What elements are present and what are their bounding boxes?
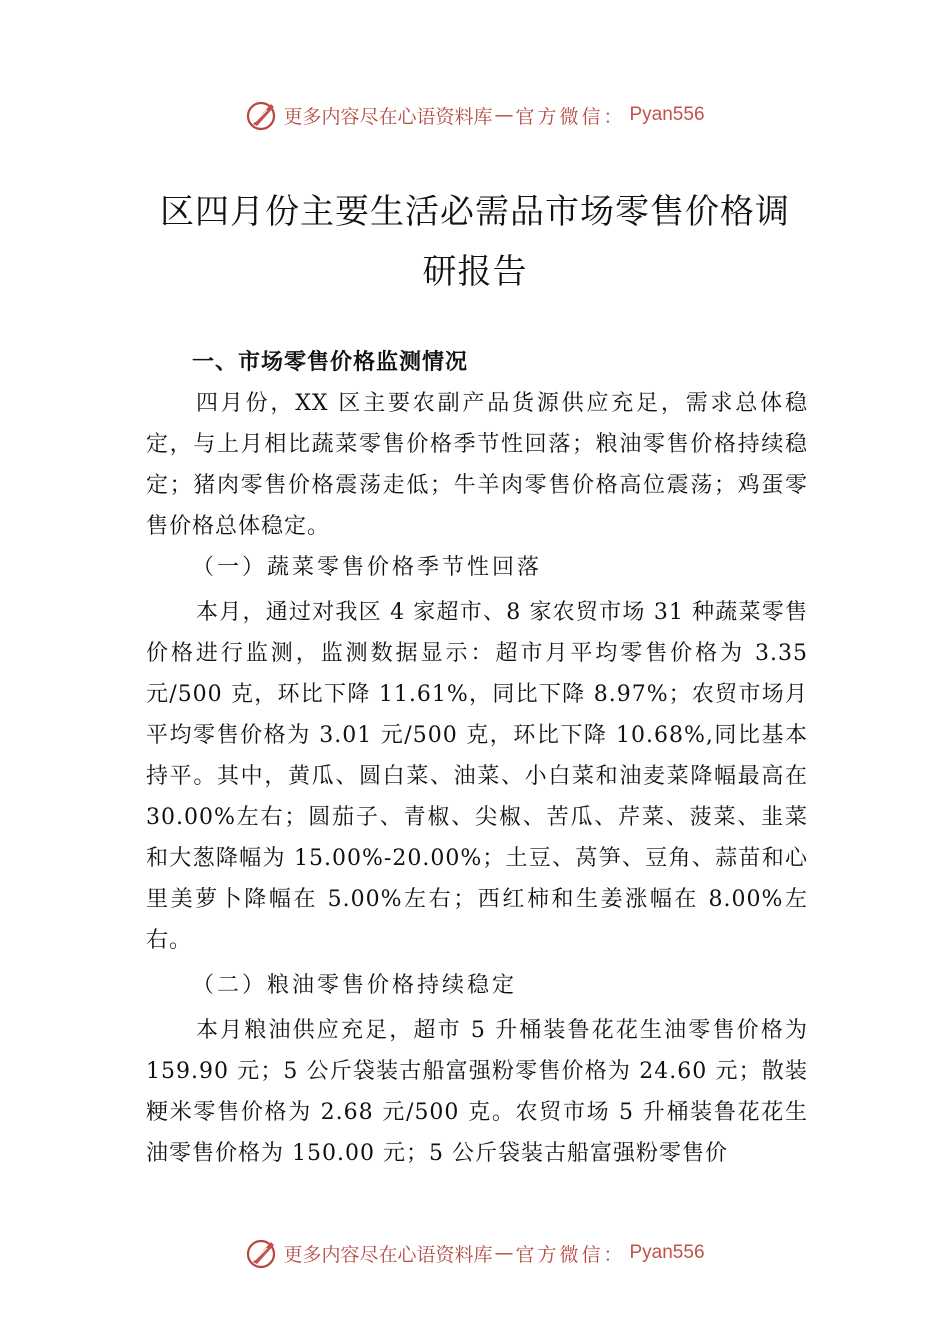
document-title [140,182,810,302]
watermark-brand: 更多内容尽在心语资料库 [283,105,493,128]
document-body [146,342,808,1174]
watermark-dash: — [494,1242,514,1264]
grain-oil-paragraph: 本月粮油供应充足，超市 5 升桶装鲁花花生油零售价格为 159.90 元；5 公斤袋装古船富强粉零售价格为 24.60 元；散装粳米零售价格为 2.68 元/500 克。农贸市场 5 升桶装鲁花花生油零售价格为 150.00 元；5 公斤袋装古船富强粉零售价 [146,1018,808,1166]
title-line-1: 区四月份主要生活必需品市场零售价格调 [160,192,790,232]
watermark-banner-top [0,95,950,135]
title-line-2: 研报告 [422,252,528,292]
quill-logo-icon [245,1236,279,1270]
watermark-wechat-label: 官方微信： [515,1243,626,1266]
watermark-dash: — [494,104,514,126]
watermark-banner-bottom [0,1233,950,1273]
quill-logo-icon [245,98,279,132]
intro-paragraph: 四月份，XX 区主要农副产品货源供应充足，需求总体稳定，与上月相比蔬菜零售价格季节性回落；粮油零售价格持续稳定；猪肉零售价格震荡走低；牛羊肉零售价格高位震荡；鸡蛋零售价格总体稳定。 [146,391,808,539]
watermark-wechat-label: 官方微信： [515,105,626,128]
subsection-heading-grain-oil: （二）粮油零售价格持续稳定 [192,973,518,998]
watermark-handle: Pyan556 [629,104,705,125]
watermark-handle: Pyan556 [629,1242,705,1263]
vegetables-paragraph: 本月，通过对我区 4 家超市、8 家农贸市场 31 种蔬菜零售价格进行监测，监测数据显示：超市月平均零售价格为 3.35 元/500 克，环比下降 11.61%，同比下降 8.97%；农贸市场月平均零售价格为 3.01 元/500 克，环比下降 10.68%,同比基本持平。其中，黄瓜、圆白菜、油菜、小白菜和油麦菜降幅最高在 30.00%左右；圆茄子、青椒、尖椒、苦瓜、芹菜、菠菜、韭菜和大葱降幅为 15.00%-20.00%；土豆、莴笋、豆角、蒜苗和心里美萝卜降幅在 5.00%左右；西红柿和生姜涨幅在 8.00%左右。 [146,600,808,953]
subsection-heading-vegetables: （一）蔬菜零售价格季节性回落 [192,555,543,580]
watermark-brand: 更多内容尽在心语资料库 [283,1243,493,1266]
section-heading: 一、市场零售价格监测情况 [192,350,469,375]
